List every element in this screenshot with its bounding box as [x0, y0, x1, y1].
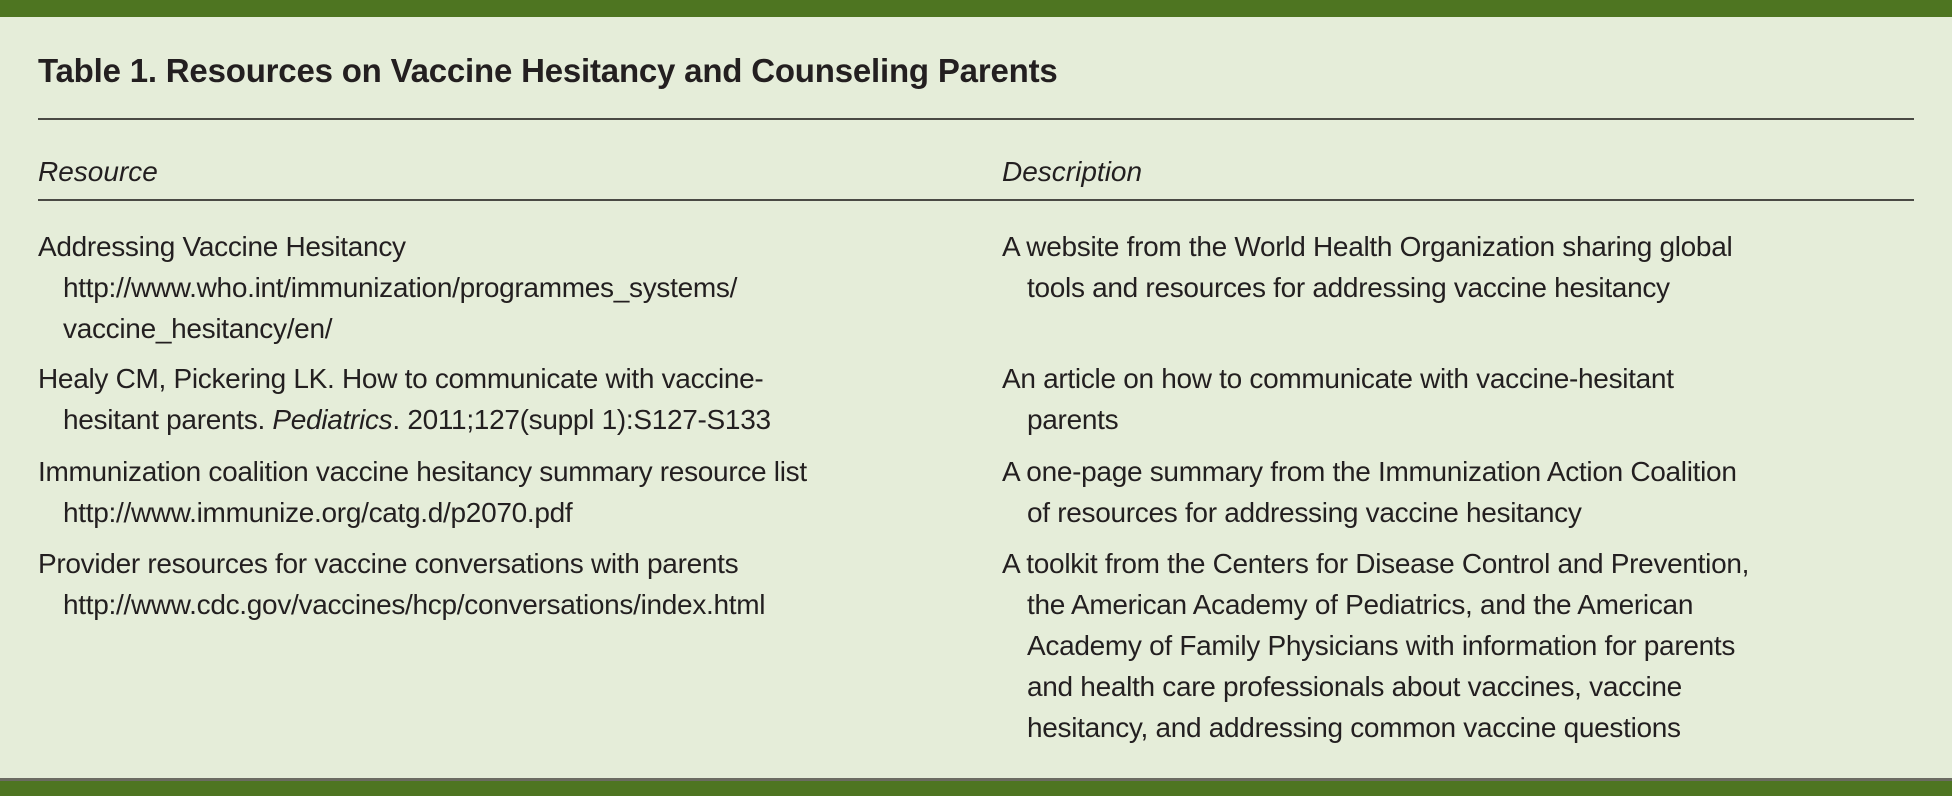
table-row-3-description [1002, 451, 1737, 533]
table-row-2-description [1002, 358, 1674, 440]
description-line: An article on how to communicate with vaccine-hesitant [1002, 363, 1674, 394]
description-line: tools and resources for addressing vaccine hesitancy [1027, 272, 1670, 303]
description-line: A toolkit from the Centers for Disease Control and Prevention, [1002, 548, 1750, 579]
column-header-resource: Resource [38, 156, 158, 187]
resource-name: Addressing Vaccine Hesitancy [38, 231, 406, 262]
citation-line: Healy CM, Pickering LK. How to communicate with vaccine- [38, 363, 764, 394]
bottom-green-bar [0, 778, 1952, 796]
title-rule [38, 118, 1914, 120]
description-line: A one-page summary from the Immunization Action Coalition [1002, 456, 1737, 487]
description-line: the American Academy of Pediatrics, and the American [1027, 589, 1694, 620]
table-row-1-resource [38, 226, 737, 349]
table-row-1-description [1002, 226, 1732, 308]
table-row-2-resource [38, 358, 771, 440]
resource-link[interactable]: http://www.cdc.gov/vaccines/hcp/conversations/index.html [63, 589, 766, 620]
column-header-description: Description [1002, 156, 1143, 187]
resource-link-cont[interactable]: vaccine_hesitancy/en/ [63, 313, 333, 344]
description-line: hesitancy, and addressing common vaccine questions [1027, 712, 1681, 743]
description-line: of resources for addressing vaccine hesitancy [1027, 497, 1582, 528]
description-line: A website from the World Health Organization sharing global [1002, 231, 1733, 262]
table-row-3-resource [38, 451, 807, 533]
table-row-4-resource [38, 543, 765, 625]
resource-name: Provider resources for vaccine conversations with parents [38, 548, 739, 579]
table-row-4-description [1002, 543, 1749, 748]
header-rule [38, 199, 1914, 201]
journal-name: Pediatrics [272, 404, 393, 435]
resource-link[interactable]: http://www.who.int/immunization/programmes_systems/ [63, 272, 738, 303]
description-line: Academy of Family Physicians with information for parents [1027, 630, 1736, 661]
table-title: Table 1. Resources on Vaccine Hesitancy and Counseling Parents [38, 52, 1058, 89]
description-line: and health care professionals about vaccines, vaccine [1027, 671, 1682, 702]
top-green-bar [0, 0, 1952, 17]
description-line: parents [1027, 404, 1119, 435]
citation-text: hesitant parents. [63, 404, 273, 435]
citation-text: . 2011;127(suppl 1):S127-S133 [392, 404, 771, 435]
citation-line [38, 399, 771, 440]
resource-link[interactable]: http://www.immunize.org/catg.d/p2070.pdf [63, 497, 573, 528]
resource-name: Immunization coalition vaccine hesitancy summary resource list [38, 456, 807, 487]
